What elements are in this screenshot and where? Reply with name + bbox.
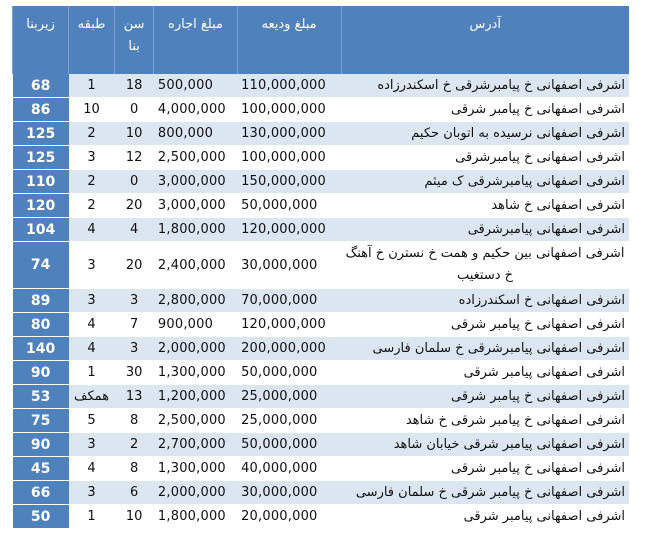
table-row: [13, 98, 630, 122]
cell-deposit: 50,000,000: [237, 361, 341, 385]
cell-rent: 4,000,000: [154, 98, 237, 122]
cell-floor: 3: [69, 146, 115, 170]
cell-area: 104: [13, 218, 69, 242]
table-row: [13, 313, 630, 337]
cell-rent: 1,300,000: [154, 457, 237, 481]
cell-address: اشرفی اصفهانی خ پیامبرشرقی خ اسکندرزاده: [341, 74, 629, 98]
cell-address: اشرفی اصفهانی پیامبرشرقی: [341, 218, 629, 242]
cell-rent: 3,000,000: [154, 170, 237, 194]
cell-deposit: 110,000,000: [237, 74, 341, 98]
cell-age: 7: [114, 313, 154, 337]
cell-floor: 2: [69, 122, 115, 146]
cell-address: اشرفی اصفهانی خ پیامبر شرقی خ سلمان فارسی: [341, 481, 629, 505]
cell-address: اشرفی اصفهانی نرسیده به اتوبان حکیم: [341, 122, 629, 146]
cell-age: 8: [114, 409, 154, 433]
cell-area: 45: [13, 457, 69, 481]
cell-age: 3: [114, 337, 154, 361]
cell-area: 125: [13, 146, 69, 170]
cell-floor: 3: [69, 242, 115, 289]
cell-age: 12: [114, 146, 154, 170]
cell-rent: 1,200,000: [154, 385, 237, 409]
table-row: [13, 457, 630, 481]
cell-deposit: 100,000,000: [237, 146, 341, 170]
cell-area: 140: [13, 337, 69, 361]
cell-age: 6: [114, 481, 154, 505]
cell-area: 86: [13, 98, 69, 122]
cell-area: 75: [13, 409, 69, 433]
table-row: [13, 242, 630, 289]
cell-deposit: 40,000,000: [237, 457, 341, 481]
header-deposit: مبلغ ودیعه: [237, 6, 341, 74]
cell-floor: 1: [69, 505, 115, 529]
table-row: [13, 361, 630, 385]
header-age: سن بنا: [114, 6, 154, 74]
cell-area: 110: [13, 170, 69, 194]
table-row: [13, 289, 630, 313]
cell-floor: 3: [69, 481, 115, 505]
cell-area: 68: [13, 74, 69, 98]
table-row: [13, 481, 630, 505]
cell-deposit: 130,000,000: [237, 122, 341, 146]
cell-area: 53: [13, 385, 69, 409]
cell-deposit: 25,000,000: [237, 409, 341, 433]
cell-age: 3: [114, 289, 154, 313]
cell-area: 89: [13, 289, 69, 313]
cell-rent: 3,000,000: [154, 194, 237, 218]
cell-deposit: 120,000,000: [237, 218, 341, 242]
cell-rent: 2,000,000: [154, 481, 237, 505]
table-row: [13, 194, 630, 218]
cell-rent: 500,000: [154, 74, 237, 98]
cell-floor: 2: [69, 194, 115, 218]
cell-area: 66: [13, 481, 69, 505]
cell-address: اشرفی اصفهانی پیامبرشرقی خ سلمان فارسی: [341, 337, 629, 361]
cell-area: 125: [13, 122, 69, 146]
cell-age: 4: [114, 218, 154, 242]
table-row: [13, 337, 630, 361]
cell-address: اشرفی اصفهانی خ پیامبر شرقی: [341, 98, 629, 122]
cell-rent: 1,800,000: [154, 218, 237, 242]
table-row: [13, 122, 630, 146]
cell-deposit: 30,000,000: [237, 242, 341, 289]
header-area: زیربنا: [13, 6, 69, 74]
cell-rent: 800,000: [154, 122, 237, 146]
cell-floor: 5: [69, 409, 115, 433]
header-rent: مبلغ اجاره: [154, 6, 237, 74]
cell-floor: 4: [69, 218, 115, 242]
cell-address: اشرفی اصفهانی پیامبر شرقی: [341, 361, 629, 385]
table-row: [13, 74, 630, 98]
cell-age: 18: [114, 74, 154, 98]
cell-rent: 1,300,000: [154, 361, 237, 385]
cell-address: اشرفی اصفهانی پیامبرشرقی ک میثم: [341, 170, 629, 194]
cell-rent: 2,500,000: [154, 146, 237, 170]
table-row: [13, 170, 630, 194]
cell-deposit: 100,000,000: [237, 98, 341, 122]
cell-rent: 1,800,000: [154, 505, 237, 529]
cell-deposit: 120,000,000: [237, 313, 341, 337]
cell-area: 50: [13, 505, 69, 529]
table-row: [13, 218, 630, 242]
cell-address: اشرفی اصفهانی پیامبر شرقی: [341, 505, 629, 529]
header-floor: طبقه: [69, 6, 115, 74]
cell-address: اشرفی اصفهانی خ پیامبر شرقی: [341, 313, 629, 337]
cell-age: 0: [114, 98, 154, 122]
cell-floor: 4: [69, 457, 115, 481]
cell-deposit: 200,000,000: [237, 337, 341, 361]
cell-deposit: 20,000,000: [237, 505, 341, 529]
cell-address: اشرفی اصفهانی خ شاهد: [341, 194, 629, 218]
cell-deposit: 30,000,000: [237, 481, 341, 505]
cell-age: 13: [114, 385, 154, 409]
table-row: [13, 433, 630, 457]
cell-age: 20: [114, 194, 154, 218]
header-address: آدرس: [341, 6, 629, 74]
cell-deposit: 50,000,000: [237, 194, 341, 218]
cell-floor: 1: [69, 361, 115, 385]
cell-address: اشرفی اصفهانی خ پیامبرشرقی: [341, 146, 629, 170]
cell-deposit: 50,000,000: [237, 433, 341, 457]
cell-address: اشرفی اصفهانی خ پیامبر شرقی خ شاهد: [341, 409, 629, 433]
cell-age: 0: [114, 170, 154, 194]
table-row: [13, 505, 630, 529]
table-row: [13, 146, 630, 170]
cell-floor: 2: [69, 170, 115, 194]
cell-area: 80: [13, 313, 69, 337]
cell-floor: 3: [69, 433, 115, 457]
table-row: [13, 409, 630, 433]
cell-address: اشرفی اصفهانی پیامبر شرقی خیابان شاهد: [341, 433, 629, 457]
cell-age: 30: [114, 361, 154, 385]
cell-age: 10: [114, 122, 154, 146]
cell-rent: 900,000: [154, 313, 237, 337]
cell-floor: 4: [69, 337, 115, 361]
table-body: [13, 74, 630, 529]
cell-deposit: 150,000,000: [237, 170, 341, 194]
cell-age: 20: [114, 242, 154, 289]
cell-rent: 2,000,000: [154, 337, 237, 361]
cell-address: اشرفی اصفهانی بین حکیم و همت خ نسترن خ آهنگ خ دستغیب: [341, 242, 629, 289]
cell-area: 90: [13, 433, 69, 457]
table-header-row: [13, 6, 630, 74]
cell-floor: 3: [69, 289, 115, 313]
cell-deposit: 25,000,000: [237, 385, 341, 409]
cell-address: اشرفی اصفهانی خ اسکندرزاده: [341, 289, 629, 313]
cell-rent: 2,400,000: [154, 242, 237, 289]
cell-floor: 1: [69, 74, 115, 98]
cell-age: 10: [114, 505, 154, 529]
cell-floor: همکف: [69, 385, 115, 409]
cell-rent: 2,700,000: [154, 433, 237, 457]
cell-rent: 2,500,000: [154, 409, 237, 433]
cell-floor: 10: [69, 98, 115, 122]
cell-area: 120: [13, 194, 69, 218]
rental-listings-table: [12, 6, 629, 529]
cell-area: 90: [13, 361, 69, 385]
cell-rent: 2,800,000: [154, 289, 237, 313]
cell-address: اشرفی اصفهانی خ پیامبر شرقی: [341, 385, 629, 409]
cell-age: 2: [114, 433, 154, 457]
cell-address: اشرفی اصفهانی خ پیامبر شرقی: [341, 457, 629, 481]
cell-area: 74: [13, 242, 69, 289]
listing-table-container: [12, 6, 629, 529]
cell-floor: 4: [69, 313, 115, 337]
cell-age: 8: [114, 457, 154, 481]
cell-deposit: 70,000,000: [237, 289, 341, 313]
table-row: [13, 385, 630, 409]
